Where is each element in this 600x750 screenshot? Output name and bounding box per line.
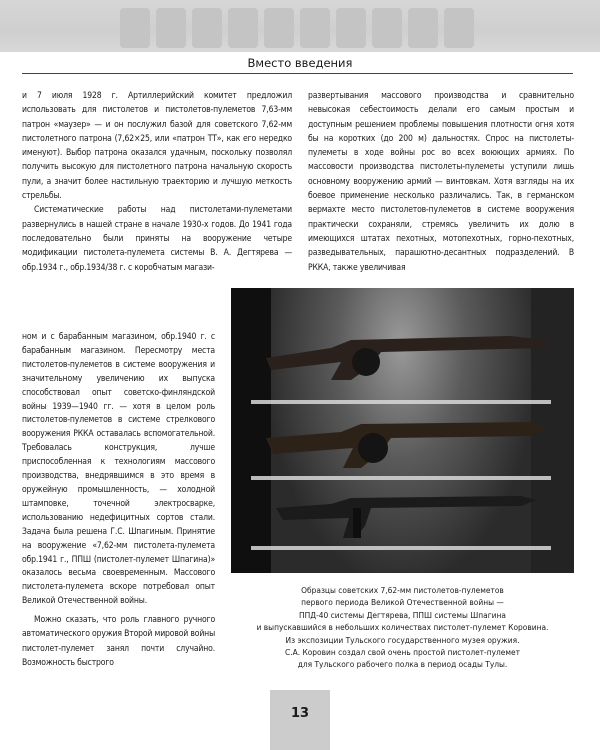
caption-line: для Тульского рабочего полка в период осады Тулы. (297, 659, 508, 670)
ppd40-gun-image (261, 318, 551, 388)
caption-line: С.А. Коровин создал свой очень простой пистолет-пулемет (285, 647, 520, 658)
caption-line: ППД-40 системы Дегтярева, ППШ системы Шпагина (299, 609, 506, 620)
ppsh-gun-image (261, 408, 551, 478)
glass-shelf (251, 400, 551, 404)
korovin-gun-image (271, 486, 541, 546)
decorative-header-band (0, 0, 600, 52)
page-number: 13 (290, 706, 310, 721)
left-column-bottom (22, 613, 215, 670)
caption-line: Из экспозиции Тульского государственного музея оружия. (285, 634, 520, 645)
paragraph: Можно сказать, что роль главного ручного автоматического оружия Второй мировой войны пистолет-пулемет занял почти случайно. Возможность быстрого (22, 615, 215, 668)
paragraph: и 7 июля 1928 г. Артиллерийский комитет предложил использовать для пистолетов и пистолетов-пулеметов 7,63-мм патрон «маузер» — и он послужил базой для советского 7,62-мм пистолетного патрона (7,62×25, или «патрон ТТ», как его нередко именуют). Выбор патрона оказался удачным, поскольку позволял получить высокую для пистолетного патрона начальную скорость пули, а значит более настильную траекторию и лучшую меткость стрельбы. (22, 91, 292, 202)
page-number-tab (270, 690, 330, 750)
header-band-pattern (120, 8, 480, 48)
paragraph: развертывания массового производства и сравнительно невысокая себестоимость делали его самым простым и доступным решением проблемы повышения плотности огня хотя бы на коротких (до 200 м) дальностях. Спрос на пистолеты-пулеметы в ходе войны рос во всех воюющих армиях. По массовости производства пистолеты-пулеметы уступили лишь основному вооружению армий — винтовкам. Хотя взгляды на их боевое применение несколько различались. Так, в германском вермахте место пистолетов-пулеметов в системе вооружения практически сохраняли, стремясь увеличить их долю в имеющихся штатах пехотных, мотопехотных, горно-пехотных, разведывательных, парашютно-десантных подразделений. В РККА, также увеличивая (308, 91, 574, 273)
museum-display-photo (231, 288, 574, 573)
caption-line: Образцы советских 7,62-мм пистолетов-пулеметов (301, 585, 504, 595)
header-rule (22, 73, 573, 74)
right-column (308, 89, 574, 275)
photo-caption (231, 584, 574, 671)
caption-line: и выпускавшийся в небольших количествах пистолет-пулемет Коровина. (256, 622, 549, 633)
paragraph: ном и с барабанным магазином, обр.1940 г. с барабанным магазином. Пересмотру места пистолетов-пулеметов в системе вооружения и значительному увеличению их выпуска способствовал опыт советско-финляндской войны 1939—1940 гг. — хотя в целом роль пистолетов-пулеметов в системе стрелкового вооружения РККА оставалась вспомогательной. Требовалась конструкция, лучше приспособленная к технологиям массового производства, внедрявшимся в это время в оружейную промышленность, — холодной штамповке, точечной электросварке, использованию недефицитных сортов стали. Задача была решена Г.С. Шпагиным. Принятие на вооружение «7,62-мм пистолета-пулемета обр.1941 г., ППШ (пистолет-пулемет Шпагина)» оказалось весьма своевременным. Массового пистолета-пулемета вскоре потребовал опыт Великой Отечественной войны. (22, 332, 215, 607)
left-column-top (22, 89, 292, 275)
left-column-narrow (22, 331, 215, 609)
running-header: Вместо введения (247, 56, 353, 70)
paragraph: Систематические работы над пистолетами-пулеметами развернулись в нашей стране в начале 1930-х годов. До 1941 года последовательно были приняты на вооружение четыре модификации пистолета-пулемета системы В. А. Дегтярева — обр.1934 г., обр.1934/38 г. с коробчатым магази- (22, 205, 292, 273)
glass-shelf (251, 546, 551, 550)
caption-line: первого периода Великой Отечественной войны — (301, 597, 504, 608)
